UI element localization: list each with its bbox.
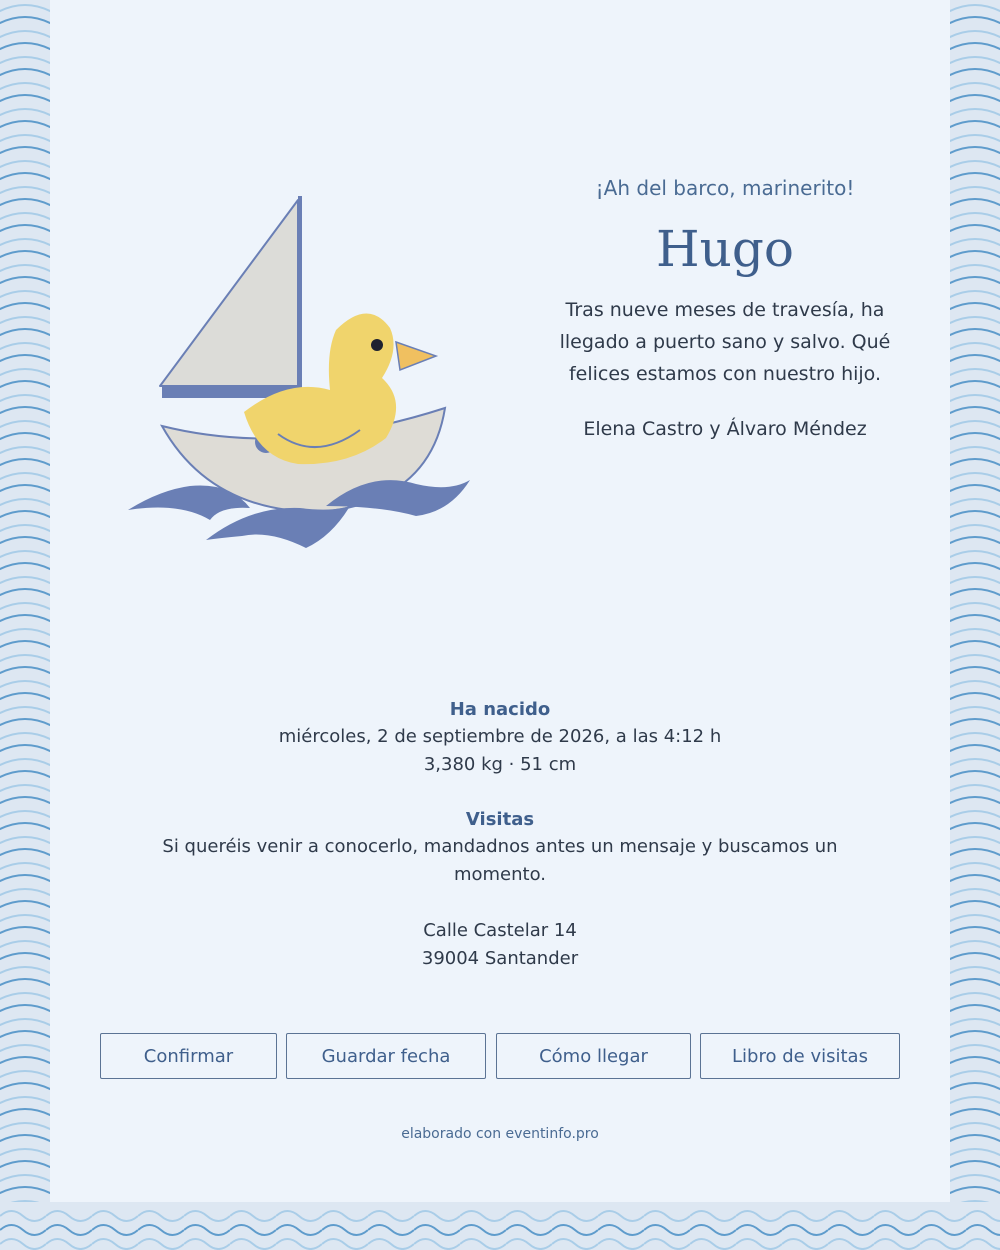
parents-names: Elena Castro y Álvaro Méndez <box>583 418 867 440</box>
hero-text <box>540 176 910 440</box>
greeting: ¡Ah del barco, marinerito! <box>595 176 855 200</box>
footer-credit[interactable]: elaborado con eventinfo.pro <box>401 1126 599 1142</box>
wave-border-bottom <box>0 1202 1000 1250</box>
invitation-card <box>50 0 950 1202</box>
details-section <box>50 697 950 973</box>
directions-button[interactable]: Cómo llegar <box>496 1033 691 1079</box>
birth-measurements: 3,380 kg · 51 cm <box>423 754 577 775</box>
save-date-button[interactable]: Guardar fecha <box>286 1033 486 1079</box>
birth-datetime: miércoles, 2 de septiembre de 2026, a las 4:12 h <box>278 726 722 747</box>
address <box>50 917 950 973</box>
wave-border-left <box>0 0 50 1250</box>
birth-heading: Ha nacido <box>449 699 551 720</box>
confirm-button[interactable]: Confirmar <box>100 1033 277 1079</box>
visits-heading: Visitas <box>465 809 535 830</box>
address-line-1: Calle Castelar 14 <box>423 920 577 941</box>
announcement-message: Tras nueve meses de travesía, ha llegado a puerto sano y salvo. Qué felices estamos con nuestro hijo. <box>559 299 891 385</box>
visits-block <box>50 807 950 889</box>
guestbook-button[interactable]: Libro de visitas <box>700 1033 900 1079</box>
baby-name: Hugo <box>656 220 794 278</box>
wave-border-right <box>950 0 1000 1250</box>
duck-sailboat-illustration <box>120 190 480 560</box>
address-line-2: 39004 Santander <box>421 948 579 969</box>
visits-text: Si queréis venir a conocerlo, mandadnos antes un mensaje y buscamos un momento. <box>162 836 838 885</box>
